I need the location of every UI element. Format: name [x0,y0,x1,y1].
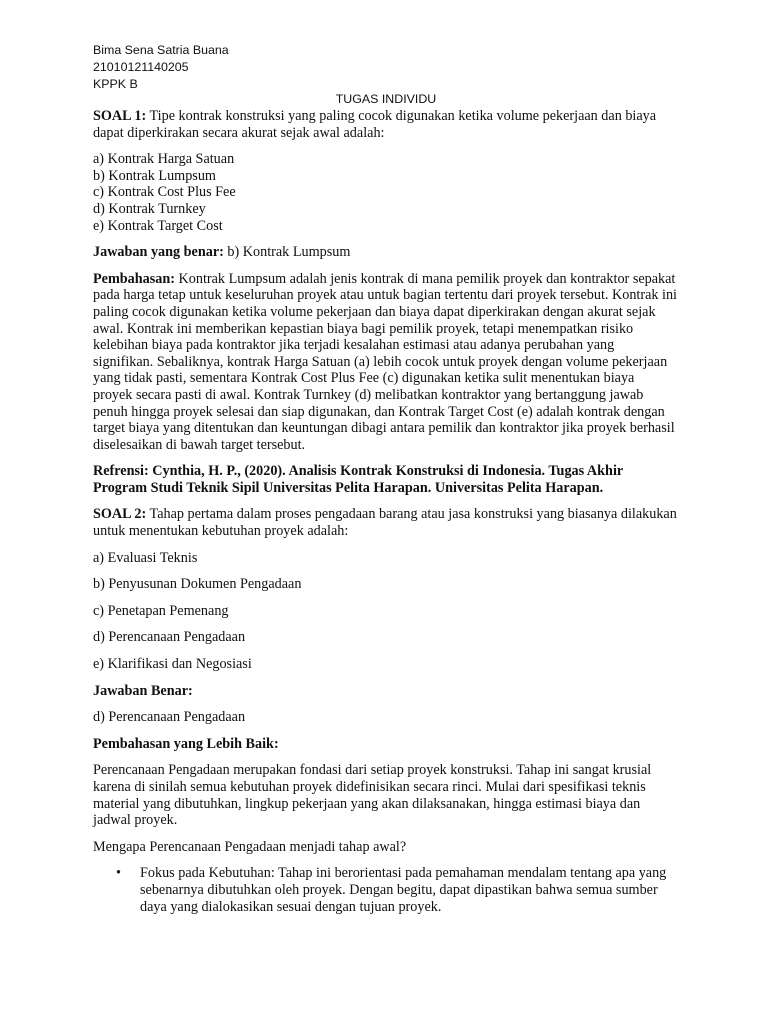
soal1-label: SOAL 1: [93,108,147,124]
soal2-bullet-list [93,865,677,915]
soal2-answer-label-text: Jawaban Benar: [93,682,193,699]
student-class: KPPK B [93,76,138,91]
soal1-answer-label: Jawaban yang benar: [93,244,224,261]
soal2-option-b: b) Penyusunan Dokumen Pengadaan [93,576,302,593]
soal1-answer-text: b) Kontrak Lumpsum [227,244,351,261]
document-body [93,108,677,915]
soal1-question-text: Tipe kontrak konstruksi yang paling cocok digunakan ketika volume pekerjaan dan biaya dapat diperkirakan secara akurat sejak awal adalah: [93,108,657,141]
soal2-option-d: d) Perencanaan Pengadaan [93,629,246,646]
soal2-question [93,506,677,539]
soal1-option-b: b) Kontrak Lumpsum [93,167,216,184]
soal1-explanation [93,271,677,454]
soal2-option-a: a) Evaluasi Teknis [93,549,198,566]
soal2-option-c: c) Penetapan Pemenang [93,602,229,619]
soal1-option-a: a) Kontrak Harga Satuan [93,151,235,168]
soal1-options [93,151,677,234]
soal1-option-d: d) Kontrak Turnkey [93,200,206,217]
soal2-label: SOAL 2: [93,506,147,523]
student-header [93,42,229,92]
soal1-option-e: e) Kontrak Target Cost [93,217,223,234]
soal2-explanation: Perencanaan Pengadaan merupakan fondasi dari setiap proyek konstruksi. Tahap ini sangat krusial karena di sinilah semua kebutuhan proyek didefinisikan secara rinci. Mulai dari spesifikasi teknis material yang dibutuhkan, lingkup pekerjaan yang akan dilaksanakan, hingga estimasi biaya dan jadwal proyek. [93,762,652,829]
soal2-why: Mengapa Perencanaan Pengadaan menjadi tahap awal? [93,838,407,855]
soal2-answer-label [93,683,677,700]
soal2-option-e: e) Klarifikasi dan Negosiasi [93,656,252,673]
soal2-explanation-label [93,736,677,753]
soal1-explanation-label: Pembahasan: [93,270,175,287]
soal2-explanation-label-text: Pembahasan yang Lebih Baik: [93,735,279,752]
soal1-question [93,108,677,141]
soal2-bullet-item: • Fokus pada Kebutuhan: Tahap ini berorientasi pada pemahaman mendalam tentang apa yang sebenarnya dibutuhkan oleh proyek. Dengan begitu, dapat dipastikan bahwa semua sumber daya yang dialokasikan sesuai dengan tujuan proyek. [140,865,677,915]
soal1-answer [93,244,677,261]
student-name: Bima Sena Satria Buana [93,43,229,57]
soal1-reference-text: Refrensi: Cynthia, H. P., (2020). Analisis Kontrak Konstruksi di Indonesia. Tugas Akhir Program Studi Teknik Sipil Universitas Pelita Harapan. Universitas Pelita Harapan. [93,463,623,496]
soal2-question-text: Tahap pertama dalam proses pengadaan barang atau jasa konstruksi yang biasanya dilakukan untuk menentukan kebutuhan proyek adalah: [93,506,677,540]
soal1-option-c: c) Kontrak Cost Plus Fee [93,184,236,201]
soal1-reference [93,463,677,496]
soal2-answer: d) Perencanaan Pengadaan [93,709,246,726]
document-title: TUGAS INDIVIDU [335,92,437,106]
soal1-explanation-text: Kontrak Lumpsum adalah jenis kontrak di mana pemilik proyek dan kontraktor sepakat pada harga tetap untuk keseluruhan proyek atau untuk bagian tertentu dari proyek tersebut. Kontrak ini paling cocok digunakan ketika volume pekerjaan dan biaya dapat diperkirakan dengan akurat sejak awal. Kontrak ini memberikan kepastian biaya bagi pemilik proyek, tetapi menempatkan risiko kelebihan biaya pada kontraktor jika terjadi kesalahan estimasi atau adanya perubahan yang signifikan. Sebaliknya, kontrak Harga Satuan (a) lebih cocok untuk proyek dengan volume pekerjaan yang tidak pasti, sementara Kontrak Cost Plus Fee (c) digunakan ketika sulit menentukan biaya proyek secara pasti di awal. Kontrak Turnkey (d) melibatkan kontraktor yang bertanggung jawab penuh hingga proyek selesai dan siap digunakan, dan Kontrak Target Cost (e) adalah kontrak dengan target biaya yang ditentukan dan keuntungan dibagi antara pemilik dan kontraktor jika proyek berhasil diselesaikan di bawah target tersebut. [93,270,677,453]
student-id: 21010121140205 [93,59,189,74]
